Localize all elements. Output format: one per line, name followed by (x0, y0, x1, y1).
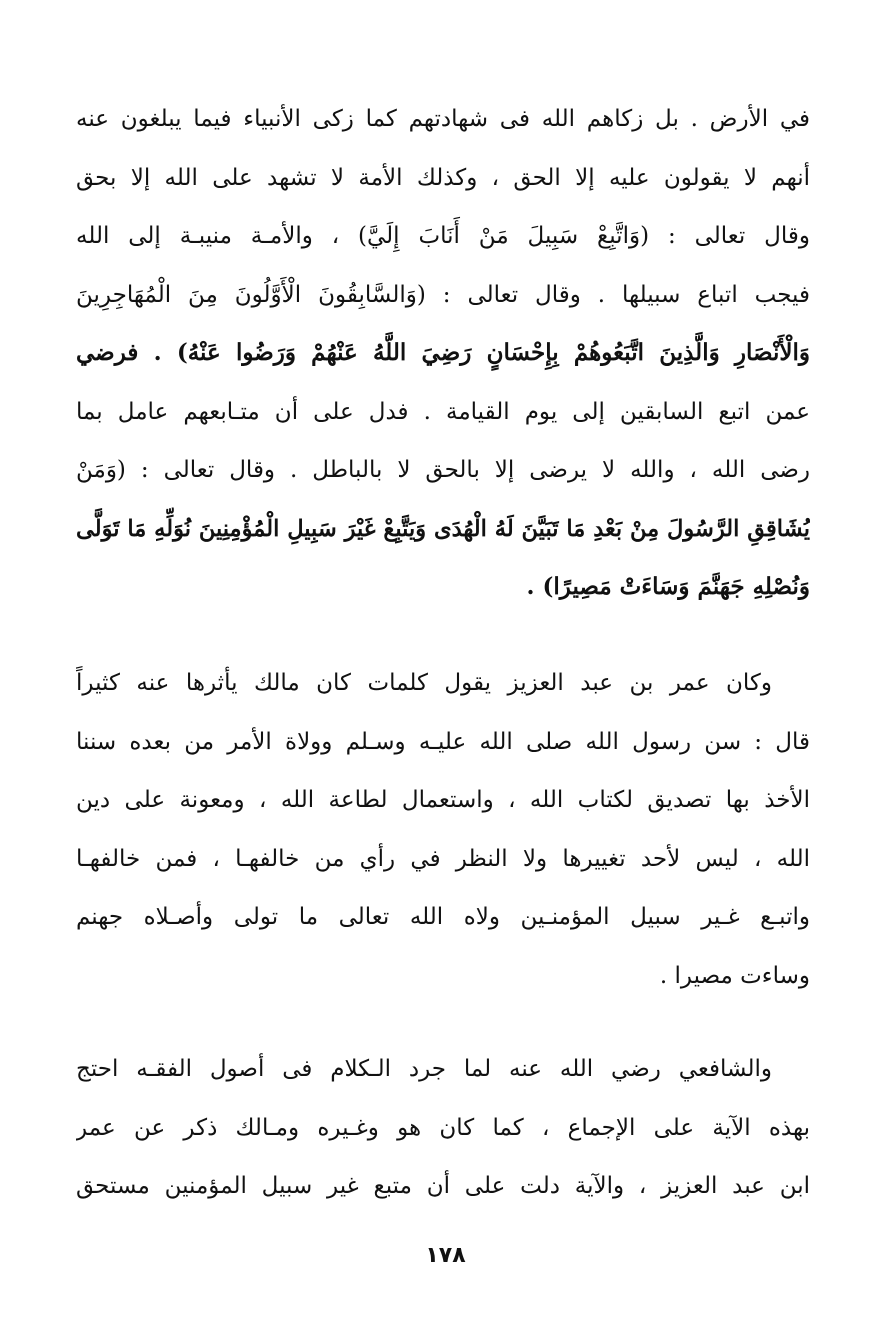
text-line: فيجب اتباع سبيلها . وقال تعالى : (وَالسَّابِقُونَ الْأَوَّلُونَ مِنَ الْمُهَاجِرِينَ (76, 281, 810, 308)
text-line: رضى الله ، والله لا يرضى إلا بالحق لا بالباطل . وقال تعالى : (وَمَنْ (76, 457, 810, 483)
text-line: وقال تعالى : (وَاتَّبِعْ سَبِيلَ مَنْ أَنَابَ إِلَيَّ) ، والأمـة منيبـة إلى الله (76, 223, 810, 249)
text-line: الأخذ بها تصديق لكتاب الله ، واستعمال لطاعة الله ، ومعونة على دين (76, 787, 810, 813)
text-line: عمن اتبع السابقين إلى يوم القيامة . فدل على أن متـابعهم عامل بما (76, 398, 810, 425)
text-line: أنهم لا يقولون عليه إلا الحق ، وكذلك الأمة لا تشهد على الله إلا بحق (76, 164, 810, 191)
verse-line: وَنُصْلِهِ جَهَنَّمَ وَسَاءَتْ مَصِيرًا) . (526, 573, 810, 600)
text-line: ابن عبد العزيز ، والآية دلت على أن متبع غير سبيل المؤمنين مستحق (76, 1173, 810, 1199)
text-line: الله ، ليس لأحد تغييرها ولا النظر في رأي من خالفهـا ، فمن خالفهـا (76, 845, 810, 872)
text-line: واتبـع غـير سبيل المؤمنـين ولاه الله تعالى ما تولى وأصـلاه جهنم (76, 904, 810, 930)
paragraph-2 (76, 654, 810, 1005)
paragraph-1 (76, 90, 810, 617)
paragraph-3 (76, 1040, 810, 1216)
text-line: قال : سن رسول الله صلى الله عليـه وسـلم وولاة الأمر من بعده سننا (76, 728, 810, 755)
text-line: والشافعي رضي الله عنه لما جرد الـكلام فى أصول الفقـه احتج (76, 1056, 772, 1082)
page-number: ١٧٨ (425, 1243, 466, 1268)
text-line: في الأرض . بل زكاهم الله فى شهادتهم كما زكى الأنبياء فيما يبلغون عنه (76, 106, 810, 132)
verse-line: يُشَاقِقِ الرَّسُولَ مِنْ بَعْدِ مَا تَبَيَّنَ لَهُ الْهُدَى وَيَتَّبِعْ غَيْرَ سَبِيلِ الْمُؤْمِنِينَ نُوَلِّهِ مَا تَوَلَّى (76, 515, 810, 542)
text-line: وكان عمر بن عبد العزيز يقول كلمات كان مالك يأثرها عنه كثيراً (76, 670, 772, 696)
text-line: وساءت مصيرا . (659, 962, 810, 989)
verse-line: وَالْأَنْصَارِ وَالَّذِينَ اتَّبَعُوهُمْ بِإِحْسَانٍ رَضِيَ اللَّهُ عَنْهُمْ وَرَضُوا عَنْهُ) . فرضي (76, 339, 810, 366)
text-line: بهذه الآية على الإجماع ، كما كان هو وغـيره ومـالك ذكر عن عمر (76, 1114, 810, 1141)
